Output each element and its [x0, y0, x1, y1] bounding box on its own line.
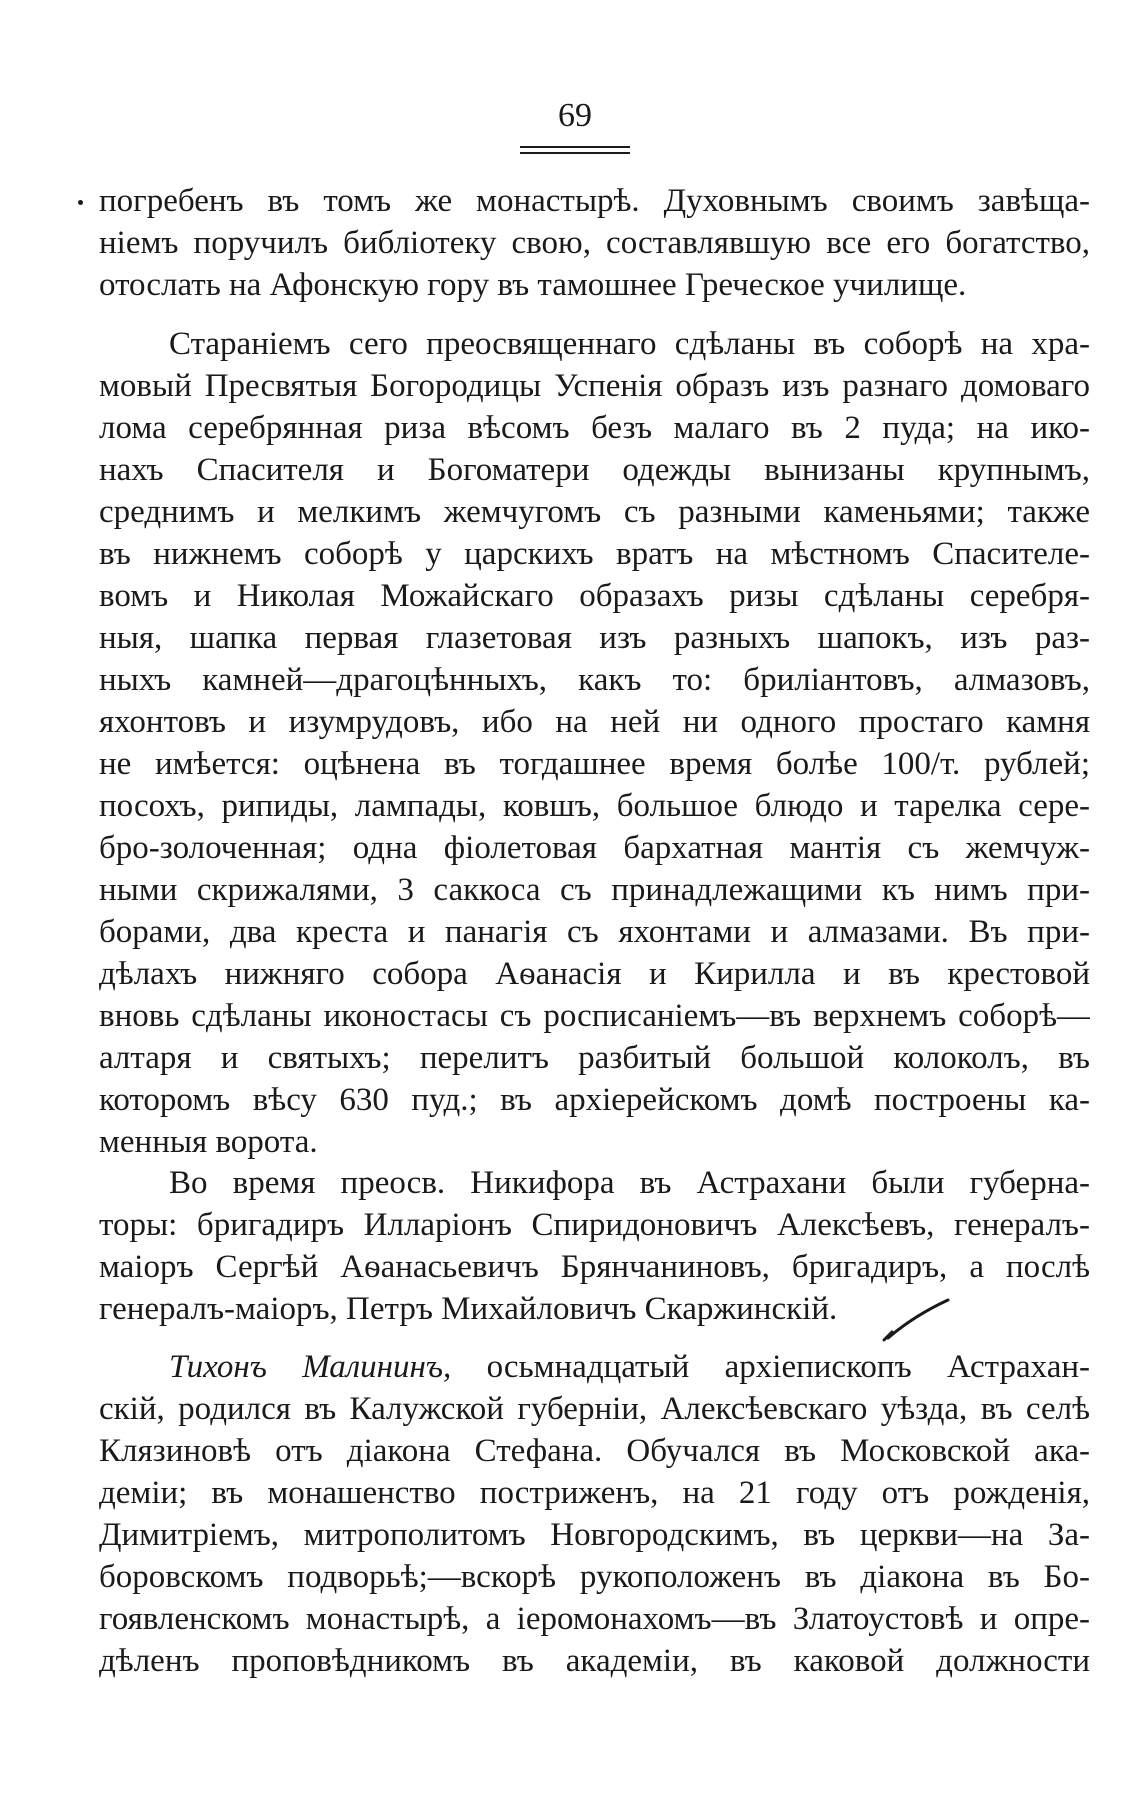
text-line: яхонтовъ и изумрудовъ, ибо на ней ни одного простаго камня	[99, 704, 1090, 740]
page-number-rule	[520, 152, 630, 154]
text-line: вновь сдѣланы иконостасы съ росписаніемъ—въ верхнемъ соборѣ—	[99, 998, 1090, 1034]
text-line: среднимъ и мелкимъ жемчугомъ съ разными каменьями; также	[99, 494, 1090, 530]
text-line: борами, два креста и панагія съ яхонтами и алмазами. Въ при-	[99, 914, 1090, 950]
text-line: отослать на Афонскую гору въ тамошнее Греческое училище.	[99, 267, 967, 303]
text-line: посохъ, рипиды, лампады, ковшъ, большое блюдо и тарелка сере-	[99, 788, 1090, 824]
paragraph-tikhon-malinin	[99, 1346, 1090, 1682]
paragraph-cathedral-works	[99, 323, 1090, 1163]
text-line: менныя ворота.	[99, 1124, 318, 1160]
text-line: дѣленъ проповѣдникомъ въ академіи, въ каковой должности	[99, 1643, 1090, 1679]
text-line: торы: бригадиръ Илларіонъ Спиридоновичъ Алексѣевъ, генералъ-	[99, 1207, 1090, 1243]
text-fragment: осьмнадцатый архіепископъ Астрахан-	[451, 1349, 1090, 1385]
text-line: Клязиновѣ отъ діакона Стефана. Обучался въ Московской ака-	[99, 1433, 1090, 1469]
text-line: въ нижнемъ соборѣ у царскихъ вратъ на мѣстномъ Спасителе-	[99, 536, 1090, 572]
text-line: нахъ Спасителя и Богоматери одежды вынизаны крупнымъ,	[99, 452, 1090, 488]
text-line: деміи; въ монашенство постриженъ, на 21 году отъ рожденія,	[99, 1475, 1090, 1511]
text-line: Димитріемъ, митрополитомъ Новгородскимъ, въ церкви—на За-	[99, 1517, 1090, 1553]
page-number: 69	[558, 97, 592, 134]
text-line: которомъ вѣсу 630 пуд.; въ архіерейскомъ домѣ построены ка-	[99, 1082, 1090, 1118]
text-line: скій, родился въ Калужской губерніи, Алексѣевскаго уѣзда, въ селѣ	[99, 1391, 1090, 1427]
text-line: гоявленскомъ монастырѣ, а іеромонахомъ—въ Златоустовѣ и опре-	[99, 1601, 1090, 1637]
text-line: Стараніемъ сего преосвященнаго сдѣланы въ соборѣ на хра-	[169, 326, 1090, 362]
pencil-check-mark-icon	[882, 1296, 952, 1344]
text-line: ніемъ поручилъ библіотеку свою, составлявшую все его богатство,	[99, 225, 1090, 261]
text-line: погребенъ въ томъ же монастырѣ. Духовнымъ своимъ завѣща-	[99, 183, 1090, 219]
text-line: вомъ и Николая Можайскаго образахъ ризы сдѣланы серебря-	[99, 578, 1090, 614]
text-line: ныхъ камней—драгоцѣнныхъ, какъ то: бриліантовъ, алмазовъ,	[99, 662, 1090, 698]
text-line: лома серебрянная риза вѣсомъ безъ малаго въ 2 пуда; на ико-	[99, 410, 1090, 446]
text-line: алтаря и святыхъ; перелитъ разбитый большой колоколъ, въ	[99, 1040, 1090, 1076]
page-number-rule	[520, 146, 630, 148]
text-line: ныя, шапка первая глазетовая изъ разныхъ шапокъ, изъ раз-	[99, 620, 1090, 656]
margin-dot	[78, 200, 83, 205]
text-line	[99, 1346, 1090, 1388]
person-name: Тихонъ Малининъ,	[169, 1349, 452, 1385]
text-line: дѣлахъ нижняго собора Аѳанасія и Кирилла и въ крестовой	[99, 956, 1090, 992]
text-line: бро-золоченная; одна фіолетовая бархатная мантія съ жемчуж-	[99, 830, 1090, 866]
text-line: Во время преосв. Никифора въ Астрахани были губерна-	[169, 1165, 1090, 1201]
text-line: ными скрижалями, 3 саккоса съ принадлежащими къ нимъ при-	[99, 872, 1090, 908]
text-line: не имѣется: оцѣнена въ тогдашнее время болѣе 100/т. рублей;	[99, 746, 1090, 782]
text-line: мовый Пресвятыя Богородицы Успенія образъ изъ разнаго домоваго	[99, 368, 1090, 404]
text-line: маіоръ Сергѣй Аѳанасьевичъ Брянчаниновъ, бригадиръ, а послѣ	[99, 1249, 1090, 1285]
text-line: боровскомъ подворьѣ;—вскорѣ рукоположенъ въ діакона въ Бо-	[99, 1559, 1090, 1595]
paragraph-continuation	[99, 180, 1090, 306]
text-line: генералъ-маіоръ, Петръ Михайловичъ Скаржинскій.	[99, 1291, 838, 1327]
